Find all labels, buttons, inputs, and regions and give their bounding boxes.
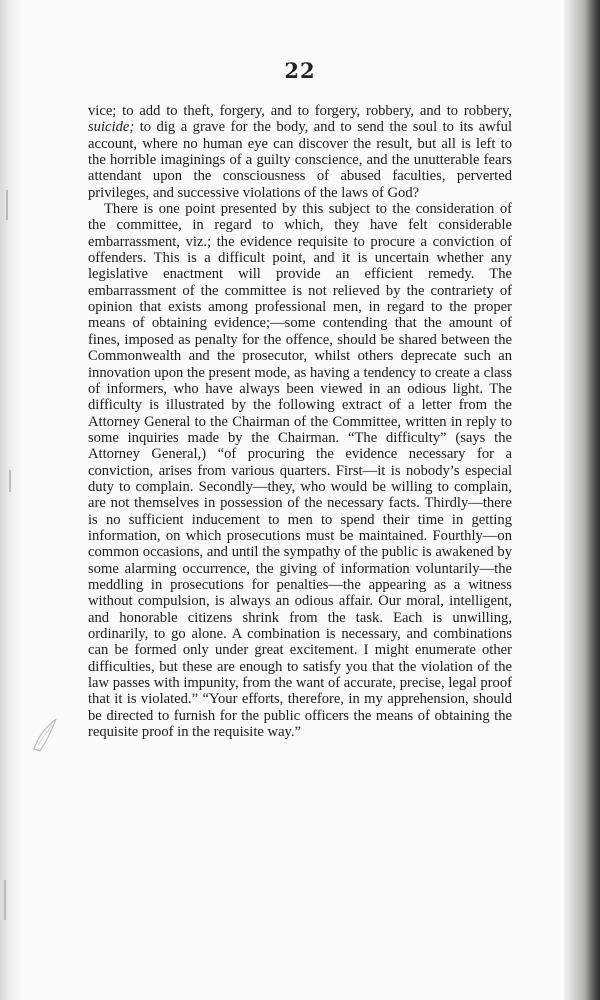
page-number: 22 bbox=[284, 58, 316, 83]
edge-mark bbox=[9, 470, 11, 492]
left-page-edge bbox=[0, 0, 22, 1000]
binding-shadow bbox=[564, 0, 600, 1000]
italic-word: suicide; bbox=[88, 119, 135, 136]
edge-mark bbox=[6, 190, 8, 220]
paragraph: There is one point presented by this subject to the consideration of the committee, in regard to which, they have felt considerable embarrassment, viz.; the evidence requisite to procure a conviction of offenders. This is a difficult point, and it is uncertain whether any legislative enactment will provide an efficient remedy. The embarrassment of the committee is not relieved by the contrariety of opinion that exists among professional men, in regard to the proper means of obtaining evidence;—some contending that the amount of fines, imposed as penalty for the offence, should be shared between the Commonwealth and the prosecutor, whilst others deprecate such an innovation upon the present mode, as having a tendency to create a class of informers, who have always been viewed in an odious light. The difficulty is illustrated by the following extract of a letter from the Attorney General to the Chairman of the Committee, written in reply to some inquiries made by the Chairman. “The difficulty” (says the Attorney General,) “of procuring the evidence necessary for a conviction, arises from various quarters. First—it is nobody’s especial duty to complain. Secondly—they, who would be willing to complain, are not themselves in possession of the necessary facts. Thirdly—there is no sufficient inducement to men to spend their time in getting information, on which prosecutions must be maintained. Fourthly—on common occasions, and until the sympathy of the public is awakened by some alarming occurrence, the giving of information voluntarily—the meddling in prosecutions for penalties—the appearing as a witness without compulsion, is always an odious affair. Our moral, intelligent, and honorable citizens shrink from the task. Each is unwilling, ordinarily, to go alone. A combination is necessary, and combinations can be formed only under great excitement. I might enumerate other difficulties, but these are enough to satisfy you that the violation of the law passes with impunity, from the want of accurate, precise, legal proof that it is violated.” “Your efforts, therefore, in my apprehension, should be directed to furnish for the public officers the means of obtaining the requisite proof in the requisite way.” bbox=[88, 201, 512, 741]
body-text bbox=[88, 103, 512, 740]
paragraph-text: to dig a grave for the body, and to send the soul to its awful account, where no human eye can discover the result, but all is left to the horrible imaginings of a guilty conscience, and the unutterable fears attendant upon the consciousness of abused faculties, perverted privileges, and successive violations of the laws of God? bbox=[88, 119, 512, 201]
edge-mark bbox=[4, 880, 6, 920]
paragraph-continued bbox=[88, 103, 512, 201]
paper-stain bbox=[30, 715, 60, 755]
paragraph-text: vice; to add to theft, forgery, and to forgery, robbery, and to robbery, bbox=[88, 103, 512, 119]
